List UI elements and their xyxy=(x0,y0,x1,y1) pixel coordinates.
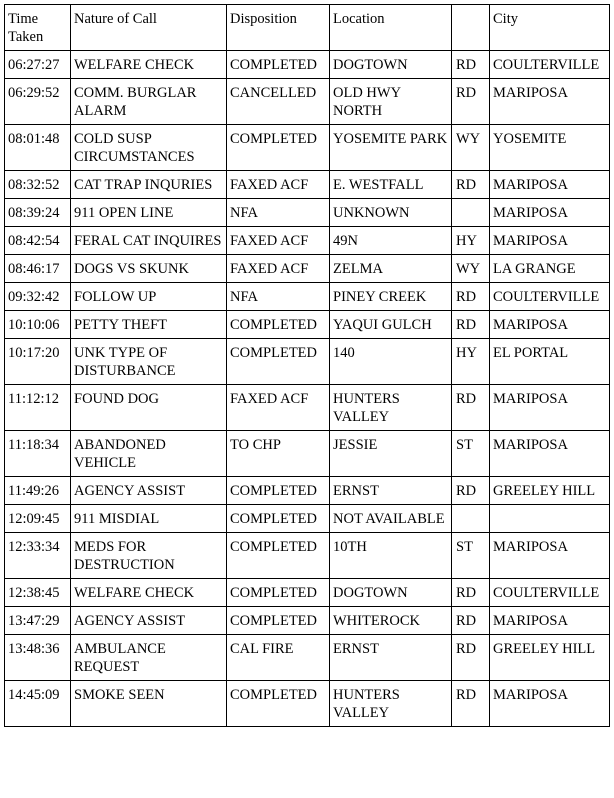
city-cell: MARIPOSA xyxy=(490,431,610,477)
disposition-cell: COMPLETED xyxy=(227,477,330,505)
street-suffix-cell: RD xyxy=(452,311,490,339)
street-suffix-cell: RD xyxy=(452,283,490,311)
street-suffix-cell xyxy=(452,199,490,227)
nature-cell: WELFARE CHECK xyxy=(71,51,227,79)
location-cell: UNKNOWN xyxy=(330,199,452,227)
street-suffix-cell: HY xyxy=(452,339,490,385)
street-suffix-cell: RD xyxy=(452,607,490,635)
table-row xyxy=(5,79,610,125)
street-suffix-cell: HY xyxy=(452,227,490,255)
table-row xyxy=(5,171,610,199)
nature-cell: COLD SUSP CIRCUMSTANCES xyxy=(71,125,227,171)
street-suffix-cell: RD xyxy=(452,681,490,727)
table-row xyxy=(5,385,610,431)
location-cell: YOSEMITE PARK xyxy=(330,125,452,171)
street-suffix-cell: RD xyxy=(452,171,490,199)
location-cell: JESSIE xyxy=(330,431,452,477)
nature-cell: FERAL CAT INQUIRES xyxy=(71,227,227,255)
disposition-cell: TO CHP xyxy=(227,431,330,477)
nature-cell: SMOKE SEEN xyxy=(71,681,227,727)
disposition-cell: COMPLETED xyxy=(227,125,330,171)
disposition-cell: FAXED ACF xyxy=(227,227,330,255)
city-cell: COULTERVILLE xyxy=(490,283,610,311)
time-cell: 12:38:45 xyxy=(5,579,71,607)
nature-cell: PETTY THEFT xyxy=(71,311,227,339)
time-cell: 14:45:09 xyxy=(5,681,71,727)
location-cell: ERNST xyxy=(330,477,452,505)
city-cell: MARIPOSA xyxy=(490,385,610,431)
table-row xyxy=(5,199,610,227)
nature-cell: UNK TYPE OF DISTURBANCE xyxy=(71,339,227,385)
nature-cell: AGENCY ASSIST xyxy=(71,477,227,505)
location-cell: PINEY CREEK xyxy=(330,283,452,311)
disposition-cell: COMPLETED xyxy=(227,579,330,607)
time-cell: 12:33:34 xyxy=(5,533,71,579)
time-cell: 06:27:27 xyxy=(5,51,71,79)
location-cell: DOGTOWN xyxy=(330,51,452,79)
city-cell: COULTERVILLE xyxy=(490,51,610,79)
location-cell: WHITEROCK xyxy=(330,607,452,635)
header-disposition: Disposition xyxy=(227,5,330,51)
time-cell: 13:48:36 xyxy=(5,635,71,681)
nature-cell: FOLLOW UP xyxy=(71,283,227,311)
time-cell: 11:18:34 xyxy=(5,431,71,477)
time-cell: 10:10:06 xyxy=(5,311,71,339)
city-cell: MARIPOSA xyxy=(490,199,610,227)
city-cell: MARIPOSA xyxy=(490,171,610,199)
table-row xyxy=(5,51,610,79)
disposition-cell: COMPLETED xyxy=(227,339,330,385)
table-row xyxy=(5,227,610,255)
header-city: City xyxy=(490,5,610,51)
table-row xyxy=(5,607,610,635)
street-suffix-cell xyxy=(452,505,490,533)
city-cell: MARIPOSA xyxy=(490,227,610,255)
table-row xyxy=(5,125,610,171)
call-log-table xyxy=(4,4,610,727)
street-suffix-cell: RD xyxy=(452,51,490,79)
street-suffix-cell: RD xyxy=(452,635,490,681)
table-row xyxy=(5,431,610,477)
time-cell: 10:17:20 xyxy=(5,339,71,385)
nature-cell: ABANDONED VEHICLE xyxy=(71,431,227,477)
nature-cell: AGENCY ASSIST xyxy=(71,607,227,635)
city-cell: YOSEMITE xyxy=(490,125,610,171)
time-cell: 08:01:48 xyxy=(5,125,71,171)
disposition-cell: NFA xyxy=(227,283,330,311)
table-row xyxy=(5,579,610,607)
time-cell: 06:29:52 xyxy=(5,79,71,125)
time-cell: 08:42:54 xyxy=(5,227,71,255)
nature-cell: MEDS FOR DESTRUCTION xyxy=(71,533,227,579)
location-cell: ERNST xyxy=(330,635,452,681)
street-suffix-cell: RD xyxy=(452,579,490,607)
street-suffix-cell: ST xyxy=(452,533,490,579)
location-cell: HUNTERS VALLEY xyxy=(330,681,452,727)
city-cell: MARIPOSA xyxy=(490,311,610,339)
time-cell: 08:32:52 xyxy=(5,171,71,199)
nature-cell: WELFARE CHECK xyxy=(71,579,227,607)
disposition-cell: FAXED ACF xyxy=(227,171,330,199)
location-cell: HUNTERS VALLEY xyxy=(330,385,452,431)
disposition-cell: FAXED ACF xyxy=(227,255,330,283)
table-row xyxy=(5,635,610,681)
time-cell: 09:32:42 xyxy=(5,283,71,311)
disposition-cell: CANCELLED xyxy=(227,79,330,125)
location-cell: 10TH xyxy=(330,533,452,579)
table-row xyxy=(5,339,610,385)
location-cell: E. WESTFALL xyxy=(330,171,452,199)
header-street-suffix xyxy=(452,5,490,51)
disposition-cell: COMPLETED xyxy=(227,533,330,579)
location-cell: DOGTOWN xyxy=(330,579,452,607)
table-row xyxy=(5,477,610,505)
disposition-cell: CAL FIRE xyxy=(227,635,330,681)
location-cell: YAQUI GULCH xyxy=(330,311,452,339)
city-cell: COULTERVILLE xyxy=(490,579,610,607)
time-cell: 11:49:26 xyxy=(5,477,71,505)
table-row xyxy=(5,533,610,579)
disposition-cell: COMPLETED xyxy=(227,505,330,533)
disposition-cell: FAXED ACF xyxy=(227,385,330,431)
header-time-taken: Time Taken xyxy=(5,5,71,51)
street-suffix-cell: ST xyxy=(452,431,490,477)
nature-cell: COMM. BURGLAR ALARM xyxy=(71,79,227,125)
table-row xyxy=(5,311,610,339)
street-suffix-cell: WY xyxy=(452,255,490,283)
time-cell: 12:09:45 xyxy=(5,505,71,533)
city-cell xyxy=(490,505,610,533)
city-cell: MARIPOSA xyxy=(490,533,610,579)
disposition-cell: COMPLETED xyxy=(227,51,330,79)
nature-cell: AMBULANCE REQUEST xyxy=(71,635,227,681)
time-cell: 08:39:24 xyxy=(5,199,71,227)
table-row xyxy=(5,681,610,727)
city-cell: MARIPOSA xyxy=(490,79,610,125)
location-cell: 140 xyxy=(330,339,452,385)
nature-cell: CAT TRAP INQURIES xyxy=(71,171,227,199)
nature-cell: DOGS VS SKUNK xyxy=(71,255,227,283)
time-cell: 08:46:17 xyxy=(5,255,71,283)
location-cell: NOT AVAILABLE xyxy=(330,505,452,533)
street-suffix-cell: RD xyxy=(452,385,490,431)
disposition-cell: COMPLETED xyxy=(227,681,330,727)
location-cell: OLD HWY NORTH xyxy=(330,79,452,125)
nature-cell: 911 OPEN LINE xyxy=(71,199,227,227)
street-suffix-cell: WY xyxy=(452,125,490,171)
city-cell: MARIPOSA xyxy=(490,607,610,635)
table-row xyxy=(5,255,610,283)
disposition-cell: COMPLETED xyxy=(227,607,330,635)
header-nature-of-call: Nature of Call xyxy=(71,5,227,51)
street-suffix-cell: RD xyxy=(452,79,490,125)
disposition-cell: COMPLETED xyxy=(227,311,330,339)
time-cell: 13:47:29 xyxy=(5,607,71,635)
city-cell: EL PORTAL xyxy=(490,339,610,385)
table-row xyxy=(5,283,610,311)
city-cell: MARIPOSA xyxy=(490,681,610,727)
city-cell: GREELEY HILL xyxy=(490,635,610,681)
location-cell: ZELMA xyxy=(330,255,452,283)
nature-cell: 911 MISDIAL xyxy=(71,505,227,533)
nature-cell: FOUND DOG xyxy=(71,385,227,431)
time-cell: 11:12:12 xyxy=(5,385,71,431)
header-row xyxy=(5,5,610,51)
location-cell: 49N xyxy=(330,227,452,255)
street-suffix-cell: RD xyxy=(452,477,490,505)
disposition-cell: NFA xyxy=(227,199,330,227)
city-cell: GREELEY HILL xyxy=(490,477,610,505)
header-location: Location xyxy=(330,5,452,51)
city-cell: LA GRANGE xyxy=(490,255,610,283)
table-row xyxy=(5,505,610,533)
